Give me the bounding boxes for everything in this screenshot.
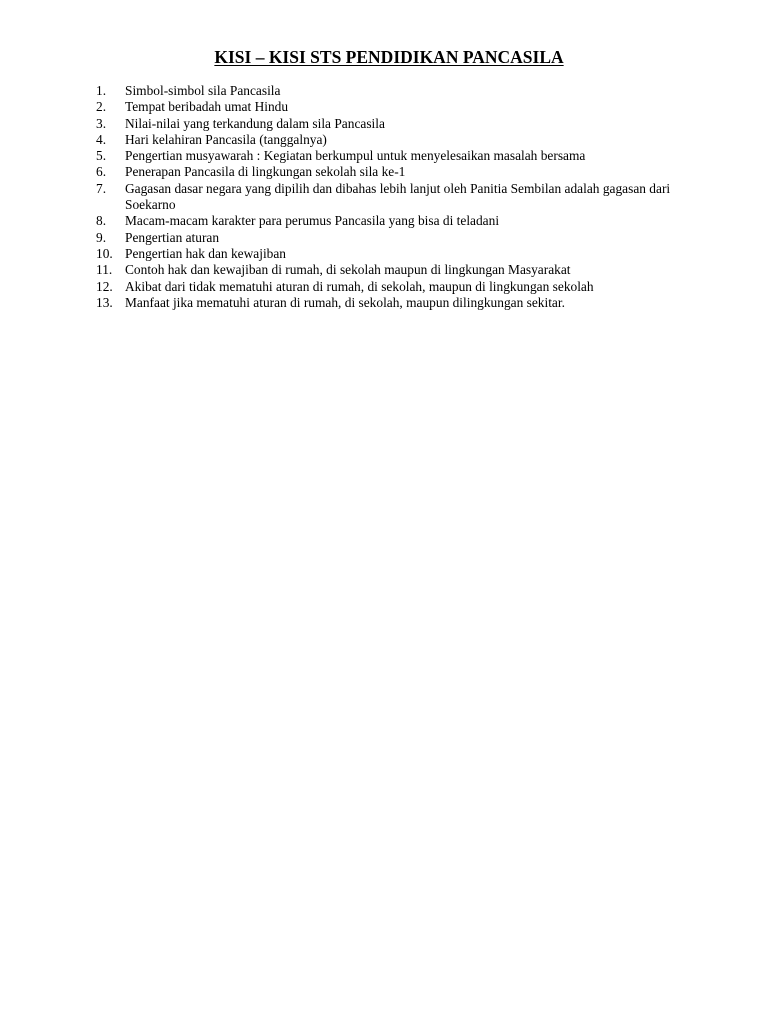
list-item xyxy=(96,230,696,246)
item-text: Nilai-nilai yang terkandung dalam sila Pancasila xyxy=(125,115,385,131)
item-text: Macam-macam karakter para perumus Pancasila yang bisa di teladani xyxy=(125,213,500,229)
item-number: 5. xyxy=(96,148,107,164)
list-item xyxy=(96,148,696,164)
item-text: Penerapan Pancasila di lingkungan sekolah sila ke-1 xyxy=(125,164,406,180)
item-number: 10. xyxy=(96,245,113,261)
item-number: 9. xyxy=(96,229,107,245)
list-item xyxy=(96,246,696,262)
item-text: Akibat dari tidak mematuhi aturan di rumah, di sekolah, maupun di lingkungan sekolah xyxy=(125,278,594,294)
item-number: 13. xyxy=(96,294,113,310)
list-item xyxy=(96,295,696,311)
item-text: Contoh hak dan kewajiban di rumah, di sekolah maupun di lingkungan Masyarakat xyxy=(125,262,571,278)
item-text: Gagasan dasar negara yang dipilih dan dibahas lebih lanjut oleh Panitia Sembilan adalah gagasan dari Soekarno xyxy=(125,180,671,213)
item-text: Simbol-simbol sila Pancasila xyxy=(125,83,281,98)
item-number: 2. xyxy=(96,99,107,115)
document-title: KISI – KISI STS PENDIDIKAN PANCASILA xyxy=(214,47,564,67)
item-number: 8. xyxy=(96,213,107,229)
item-text: Pengertian musyawarah : Kegiatan berkumpul untuk menyelesaikan masalah bersama xyxy=(125,148,586,164)
item-number: 1. xyxy=(96,83,107,98)
item-text: Tempat beribadah umat Hindu xyxy=(125,99,289,115)
item-text: Hari kelahiran Pancasila (tanggalnya) xyxy=(125,131,327,147)
list-item xyxy=(96,132,696,148)
item-number: 4. xyxy=(96,131,107,147)
item-number: 12. xyxy=(96,278,113,294)
list-item xyxy=(96,279,696,295)
item-text: Pengertian hak dan kewajiban xyxy=(125,245,287,261)
list-item xyxy=(96,213,696,229)
item-text: Manfaat jika mematuhi aturan di rumah, di sekolah, maupun dilingkungan sekitar. xyxy=(125,294,565,310)
item-number: 3. xyxy=(96,115,107,131)
item-list xyxy=(96,83,696,311)
list-item xyxy=(96,83,696,99)
list-item xyxy=(96,99,696,115)
list-item xyxy=(96,116,696,132)
list-item xyxy=(96,181,696,214)
item-number: 6. xyxy=(96,164,107,180)
item-number: 7. xyxy=(96,180,107,196)
list-item xyxy=(96,262,696,278)
item-text: Pengertian aturan xyxy=(125,229,220,245)
list-item xyxy=(96,164,696,180)
item-number: 11. xyxy=(96,262,113,278)
